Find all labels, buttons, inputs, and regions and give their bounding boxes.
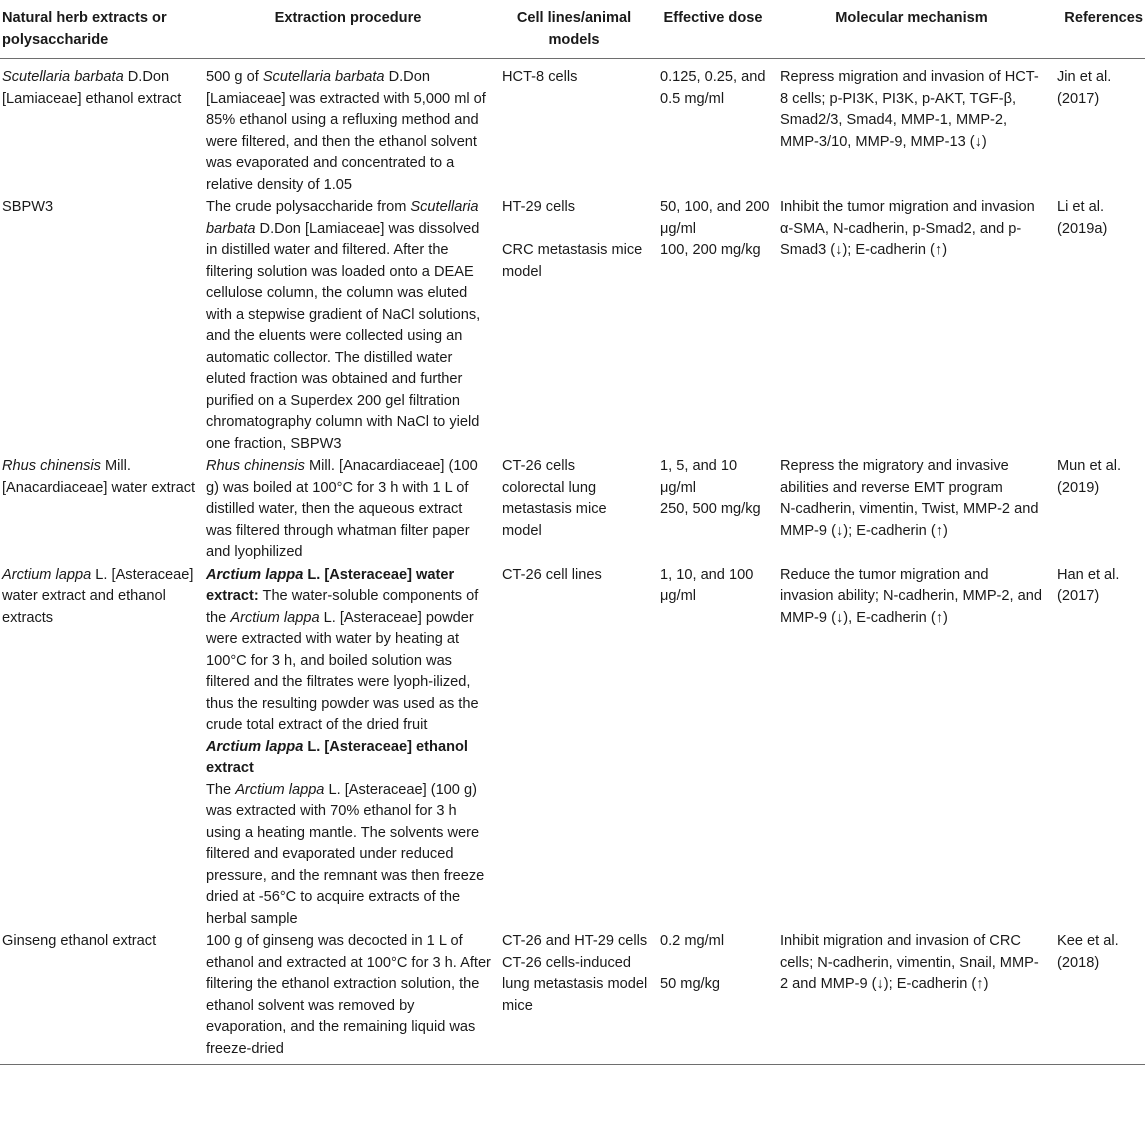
dose-cell [652,930,774,1065]
table-row [0,196,1145,455]
model-line: CT-26 and HT-29 cells [502,933,648,949]
herb-name-cell: Ginseng ethanol extract [0,930,200,1065]
dose-line: 100, 200 mg/kg [660,242,761,258]
table-row [0,564,1145,931]
header-effective-dose: Effective dose [652,2,774,59]
dose-cell [652,196,774,455]
header-cell-lines: Cell lines/animal models [496,2,652,59]
mechanism-line: Repress the migratory and invasive abilities and reverse EMT program [780,458,1009,496]
header-row [0,2,1145,59]
herb-name-cell: Rhus chinensis Mill. [Anacardiaceae] water extract [2,458,196,496]
dose-line: 50, 100, and 200 μg/ml [660,199,770,237]
herb-extract-table [0,2,1145,1065]
extraction-procedure-cell: 500 g of Scutellaria barbata D.Don [Lamiaceae] was extracted with 5,000 ml of 85% ethanol using a refluxing method and were filtered, and then the ethanol solvent was evaporated and concentrated to a relative density of 1.05 [206,69,486,193]
model-line: HT-29 cells [502,199,575,215]
model-line: CRC metastasis mice model [502,242,643,280]
extraction-procedure-cell: The crude polysaccharide from Scutellaria barbata D.Don [Lamiaceae] was dissolved in distilled water and filtered. After the filtering solution was loaded onto a DEAE cellulose column, the column was eluted with a stepwise gradient of NaCl solutions, and the eluents were collected using an automatic collector. The distilled water eluted fraction was obtained and further purified on a Superdex 200 gel filtration chromatography column with NaCl to yield one fraction, SBPW3 [206,199,481,452]
extraction-procedure-cell: Rhus chinensis Mill. [Anacardiaceae] (100 g) was boiled at 100°C for 3 h with 1 L of distilled water, then the aqueous extract was filtered through whatman filter paper and lyophilized [206,458,478,560]
table-row [0,59,1145,197]
model-cell: HCT-8 cells [502,69,578,85]
reference-cell: Jin et al. (2017) [1057,69,1112,107]
procedure-paragraph: Arctium lappa L. [Asteraceae] water extract: The water-soluble components of the Arctium lappa L. [Asteraceae] powder were extracted with water by heating at 100°C for 3 h, and boiled solution was filtered and the filtrates were lyoph-ilized, thus the resulting powder was used as the crude total extract of the dried fruit [206,566,479,733]
extraction-procedure-cell: 100 g of ginseng was decocted in 1 L of ethanol and extracted at 100°C for 3 h. After filtering the ethanol extraction solution, the ethanol solvent was removed by evaporation, and the remaining liquid was freeze-dried [200,930,496,1065]
mechanism-line: Inhibit the tumor migration and invasion [780,199,1035,215]
reference-cell: Li et al. (2019a) [1057,199,1108,237]
herb-name-cell: SBPW3 [2,199,54,215]
header-extraction-procedure: Extraction procedure [200,2,496,59]
reference-cell: Han et al. (2017) [1057,566,1120,604]
dose-cell: 1, 10, and 100 μg/ml [660,566,754,604]
mechanism-cell [774,196,1049,455]
table-row [0,930,1145,1065]
dose-line: 1, 5, and 10 μg/ml [660,458,738,496]
model-line: CT-26 cells [502,458,575,474]
procedure-subheading: Arctium lappa L. [Asteraceae] ethanol extract [206,738,468,776]
model-line: CT-26 cells-induced lung metastasis model mice [502,954,648,1014]
extraction-procedure-cell [200,564,496,931]
dose-line: 50 mg/kg [660,976,721,992]
table-row [0,455,1145,564]
herb-name-cell: Arctium lappa L. [Asteraceae] water extract and ethanol extracts [2,566,194,626]
procedure-paragraph: The Arctium lappa L. [Asteraceae] (100 g) was extracted with 70% ethanol for 3 h using a heating mantle. The solvents were filtered and evaporated under reduced pressure, and the remnant was then freeze dried at -56°C to acquire extracts of the herbal sample [206,781,485,927]
mechanism-cell: Inhibit migration and invasion of CRC cells; N-cadherin, vimentin, Snail, MMP-2 and MMP-9 (↓); E-cadherin (↑) [774,930,1049,1065]
dose-cell [652,455,774,564]
herb-name-cell: Scutellaria barbata D.Don [Lamiaceae] ethanol extract [2,69,182,107]
header-references: References [1049,2,1145,59]
dose-cell: 0.125, 0.25, and 0.5 mg/ml [660,69,766,107]
mechanism-line: α-SMA, N-cadherin, p-Smad2, and p-Smad3 (↓); E-cadherin (↑) [780,220,1022,258]
reference-cell: Mun et al. (2019) [1057,458,1122,496]
model-cell [496,930,652,1065]
dose-line: 0.2 mg/ml [660,933,725,949]
dose-line: 250, 500 mg/kg [660,501,761,517]
header-herb-extract: Natural herb extracts or polysaccharide [0,2,200,59]
reference-cell: Kee et al. (2018) [1049,930,1145,1065]
model-cell [496,196,652,455]
mechanism-cell [774,455,1049,564]
model-cell: CT-26 cell lines [502,566,602,583]
model-cell [496,455,652,564]
mechanism-cell: Reduce the tumor migration and invasion ability; N-cadherin, MMP-2, and MMP-9 (↓), E-cadherin (↑) [780,566,1042,626]
mechanism-cell: Repress migration and invasion of HCT-8 cells; p-PI3K, PI3K, p-AKT, TGF-β, Smad2/3, Smad4, MMP-1, MMP-2, MMP-3/10, MMP-9, MMP-13 (↓) [780,69,1039,150]
model-line: colorectal lung metastasis mice model [502,479,607,539]
mechanism-line: N-cadherin, vimentin, Twist, MMP-2 and MMP-9 (↓); E-cadherin (↑) [780,501,1039,539]
header-molecular-mechanism: Molecular mechanism [774,2,1049,59]
